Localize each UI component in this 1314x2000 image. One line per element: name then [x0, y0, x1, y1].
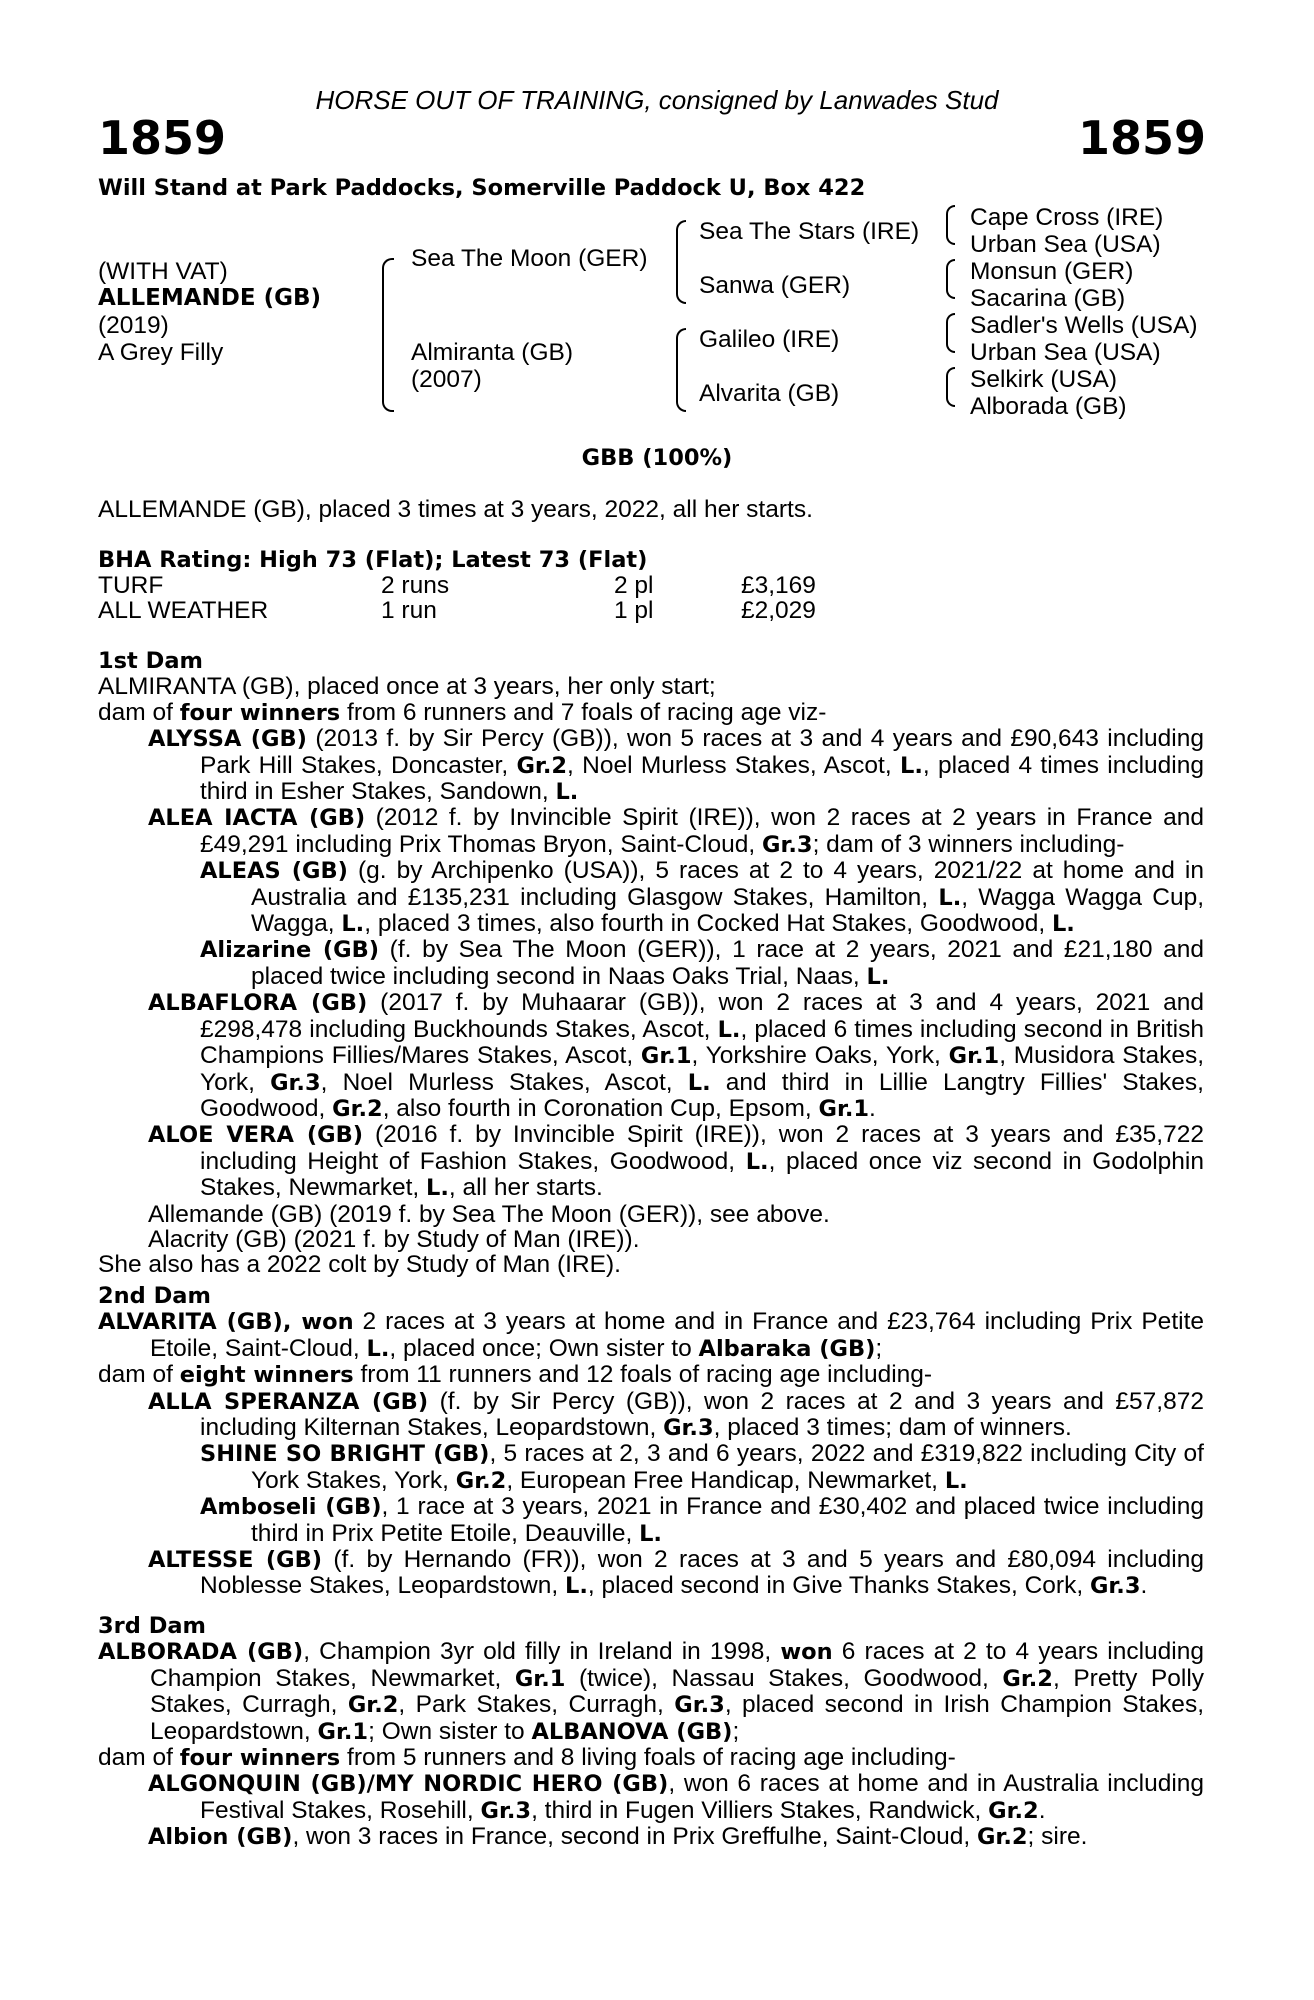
- ggp-2: Urban Sea (USA): [970, 231, 1161, 258]
- lot-number-left: 1859: [98, 111, 227, 165]
- produce-entry: ALLA SPERANZA (GB) (f. by Sir Percy (GB)), won 2 races at 2 and 3 years and £57,872 including Kilternan Stakes, Leopardstown, Gr.3, placed 3 times; dam of winners.: [148, 1387, 1204, 1442]
- record-placed: 1 pl: [614, 597, 654, 624]
- pedigree-brace: [382, 258, 394, 412]
- third-dam-section: [98, 1614, 1204, 1851]
- record-surface: ALL WEATHER: [98, 597, 269, 624]
- produce-entry: Amboseli (GB), 1 race at 3 years, 2021 in France and £30,402 and placed twice including third in Prix Petite Etoile, Deauville, L.: [200, 1493, 1204, 1547]
- record-earnings: £2,029: [741, 597, 816, 624]
- section-title: 1st Dam: [98, 648, 203, 674]
- produce-name: ALEAS (GB): [200, 858, 348, 885]
- sire-dam: Sanwa (GER): [699, 272, 851, 299]
- ggp-7: Selkirk (USA): [970, 366, 1118, 393]
- dam-produce-line: dam of four winners from 6 runners and 7 foals of racing age viz-: [98, 698, 827, 726]
- record-runs: 1 run: [381, 597, 437, 624]
- produce-entry: SHINE SO BRIGHT (GB), 5 races at 2, 3 and 6 years, 2022 and £319,822 including City of York Stakes, York, Gr.2, European Free Handicap, Newmarket, L.: [200, 1440, 1204, 1494]
- gbb-rating: GBB (100%): [581, 445, 733, 471]
- pedigree-brace: [676, 328, 686, 412]
- record-placed: 2 pl: [614, 572, 654, 599]
- section-title: 3rd Dam: [98, 1613, 206, 1639]
- record-earnings: £3,169: [741, 572, 816, 599]
- dam-dam: Alvarita (GB): [699, 380, 840, 407]
- produce-name: ALYSSA (GB): [148, 726, 307, 753]
- produce-name: SHINE SO BRIGHT (GB): [200, 1441, 490, 1468]
- produce-name: ALLA SPERANZA (GB): [148, 1388, 429, 1415]
- pedigree-brace: [946, 259, 955, 299]
- produce-name: ALOE VERA (GB): [148, 1122, 364, 1149]
- produce-name: Alizarine (GB): [200, 937, 380, 964]
- pedigree-brace: [946, 367, 955, 407]
- horse-year: (2019): [98, 312, 169, 339]
- produce-entry: ALEA IACTA (GB) (2012 f. by Invincible Spirit (IRE)), won 2 races at 2 years in France and £49,291 including Prix Thomas Bryon, Saint-Cloud, Gr.3; dam of 3 winners including-: [148, 804, 1205, 858]
- ggp-8: Alborada (GB): [970, 393, 1127, 420]
- dam-produce-line: dam of eight winners from 11 runners and 12 foals of racing age including-: [98, 1361, 933, 1389]
- consignor-line: HORSE OUT OF TRAINING, consigned by Lanwades Stud: [315, 85, 999, 115]
- ggp-3: Monsun (GER): [970, 258, 1134, 285]
- produce-entry: ALEAS (GB) (g. by Archipenko (USA)), 5 races at 2 to 4 years, 2021/22 at home and in Australia and £135,231 including Glasgow Stakes, Hamilton, L., Wagga Wagga Cup, Wagga, L., placed 3 times, also fourth in Cocked Hat Stakes, Goodwood, L.: [200, 857, 1204, 938]
- dam: Almiranta (GB): [411, 339, 574, 366]
- vat-note: (WITH VAT): [98, 258, 228, 285]
- dam-year: (2007): [411, 366, 482, 393]
- pedigree-brace: [946, 313, 955, 353]
- horse-name: ALLEMANDE (GB): [98, 285, 322, 311]
- section-title: 2nd Dam: [98, 1283, 211, 1309]
- dam-sire: Galileo (IRE): [699, 326, 840, 353]
- dam-produce-line: dam of four winners from 5 runners and 8 living foals of racing age including-: [98, 1744, 956, 1772]
- produce-name: Amboseli (GB): [200, 1494, 382, 1521]
- record-runs: 2 runs: [381, 572, 450, 599]
- produce-name: ALTESSE (GB): [148, 1547, 323, 1574]
- ggp-4: Sacarina (GB): [970, 285, 1126, 312]
- pedigree-brace: [676, 220, 686, 304]
- produce-entry: Alizarine (GB) (f. by Sea The Moon (GER)), 1 race at 2 years, 2021 and £21,180 and placed twice including second in Naas Oaks Trial, Naas, L.: [200, 936, 1204, 990]
- produce-name: ALBAFLORA (GB): [148, 990, 368, 1017]
- produce-entry: Alacrity (GB) (2021 f. by Study of Man (IRE)).: [148, 1225, 640, 1253]
- produce-name: ALGONQUIN (GB)/MY NORDIC HERO (GB): [148, 1771, 669, 1798]
- first-dam-section: [98, 649, 1204, 1278]
- produce-entry: ALTESSE (GB) (f. by Hernando (FR)), won 2 races at 3 and 5 years and £80,094 including Noblesse Stakes, Leopardstown, L., placed second in Give Thanks Stakes, Cork, Gr.3.: [148, 1546, 1205, 1600]
- stand-location: Will Stand at Park Paddocks, Somerville Paddock U, Box 422: [98, 175, 866, 201]
- ggp-6: Urban Sea (USA): [970, 339, 1161, 366]
- produce-note: She also has a 2022 colt by Study of Man (IRE).: [98, 1251, 621, 1279]
- bha-rating-title: BHA Rating: High 73 (Flat); Latest 73 (Flat): [98, 547, 648, 573]
- ggp-5: Sadler's Wells (USA): [970, 312, 1198, 339]
- ggp-1: Cape Cross (IRE): [970, 204, 1164, 231]
- horse-description: A Grey Filly: [98, 339, 224, 366]
- produce-entry: ALOE VERA (GB) (2016 f. by Invincible Spirit (IRE)), won 2 races at 3 years and £35,722 including Height of Fashion Stakes, Goodwood, L., placed once viz second in Godolphin Stakes, Newmarket, L., all her starts.: [148, 1121, 1204, 1202]
- pedigree-brace: [946, 205, 955, 245]
- sire: Sea The Moon (GER): [411, 245, 648, 272]
- produce-entry: ALYSSA (GB) (2013 f. by Sir Percy (GB)), won 5 races at 3 and 4 years and £90,643 including Park Hill Stakes, Doncaster, Gr.2, Noel Murless Stakes, Ascot, L., placed 4 times including third in Esher Stakes, Sandown, L.: [148, 725, 1204, 806]
- dam-line: ALVARITA (GB), won 2 races at 3 years at home and in France and £23,764 including Prix Petite Etoile, Saint-Cloud, L., placed once; Own sister to Albaraka (GB);: [98, 1308, 1204, 1362]
- produce-entry: Albion (GB), won 3 races in France, second in Prix Greffulhe, Saint-Cloud, Gr.2; sire.: [148, 1823, 1088, 1851]
- dam-line: ALBORADA (GB), Champion 3yr old filly in Ireland in 1998, won 6 races at 2 to 4 years including Champion Stakes, Newmarket, Gr.1 (twice), Nassau Stakes, Goodwood, Gr.2, Pretty Polly Stakes, Curragh, Gr.2, Park Stakes, Curragh, Gr.3, placed second in Irish Champion Stakes, Leopardstown, Gr.1; Own sister to ALBANOVA (GB);: [98, 1638, 1205, 1745]
- dam-line: ALMIRANTA (GB), placed once at 3 years, her only start;: [98, 673, 716, 701]
- produce-name: Albion (GB): [148, 1824, 293, 1851]
- second-dam-section: [98, 1284, 1204, 1600]
- produce-entry: Allemande (GB) (2019 f. by Sea The Moon (GER)), see above.: [148, 1200, 830, 1228]
- lot-number-right: 1859: [1077, 111, 1206, 165]
- produce-entry: ALGONQUIN (GB)/MY NORDIC HERO (GB), won 6 races at home and in Australia including Festival Stakes, Rosehill, Gr.3, third in Fugen Villiers Stakes, Randwick, Gr.2.: [148, 1770, 1205, 1824]
- produce-name: ALEA IACTA (GB): [148, 805, 366, 832]
- sire-sire: Sea The Stars (IRE): [699, 218, 920, 245]
- produce-entry: ALBAFLORA (GB) (2017 f. by Muhaarar (GB)), won 2 races at 3 and 4 years, 2021 and £298,478 including Buckhounds Stakes, Ascot, L., placed 6 times including second in British Champions Fillies/Mares Stakes, Ascot, Gr.1, Yorkshire Oaks, York, Gr.1, Musidora Stakes, York, Gr.3, Noel Murless Stakes, Ascot, L. and third in Lillie Langtry Fillies' Stakes, Goodwood, Gr.2, also fourth in Coronation Cup, Epsom, Gr.1.: [148, 989, 1204, 1122]
- record-surface: TURF: [98, 572, 164, 599]
- horse-summary: ALLEMANDE (GB), placed 3 times at 3 years, 2022, all her starts.: [98, 496, 813, 523]
